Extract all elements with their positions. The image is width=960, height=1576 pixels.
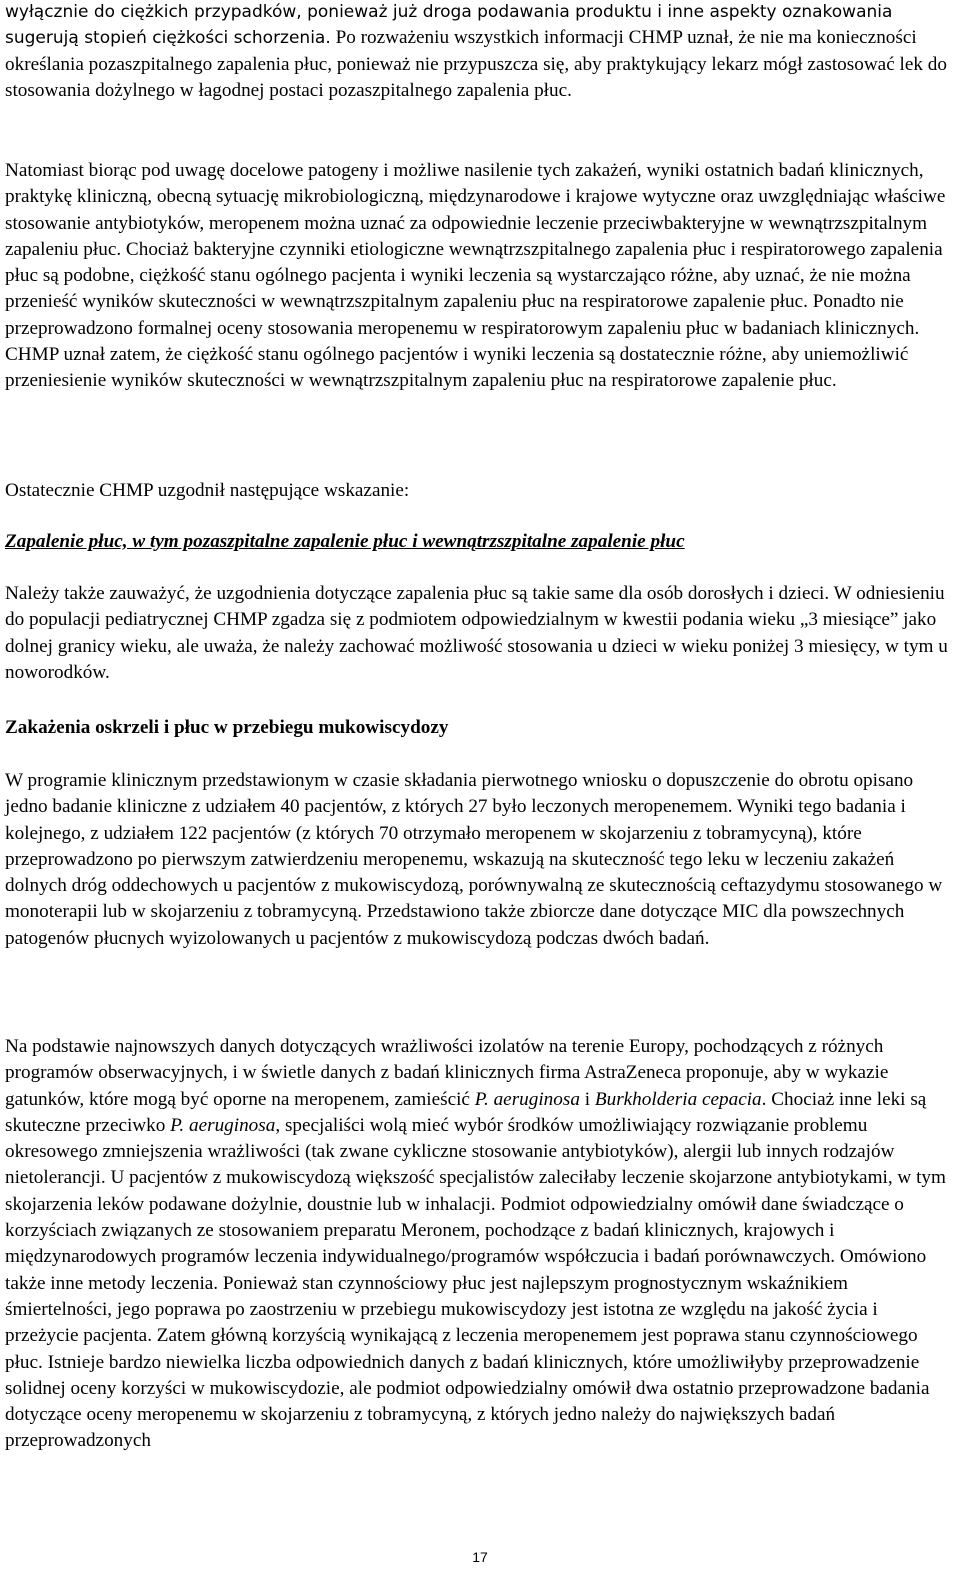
paragraph-pediatric: Należy także zauważyć, że uzgodnienia dotyczące zapalenia płuc są takie same dla osób dorosłych i dzieci. W odniesieniu do populacji pediatrycznej CHMP zgadza się z podmiotem odpowiedzialnym w kwestii podania wieku „3 miesiące” jako dolnej granicy wieku, ale uważa, że należy zachować możliwość stosowania u dzieci w wieku poniżej 3 miesięcy, w tym u noworodków. (5, 583, 948, 683)
paragraph-chmp-agreed: Ostatecznie CHMP uzgodnił następujące wskazanie: (5, 480, 410, 501)
text-part-1: Na podstawie najnowszych danych dotyczących wrażliwości izolatów na terenie Europy, pochodzących z różnych programów obserwacyjnych, i w świetle danych z badań klinicznych firma AstraZeneca proponuje, aby w wykazie gatunków, które mogą być oporne na meropenem, zamieścić (5, 1036, 889, 1110)
text-part-2: i (579, 1088, 595, 1110)
species-name-2: Burkholderia cepacia (594, 1088, 762, 1110)
paragraph-serif-part: Po rozważeniu wszystkich informacji CHMP uznał, że nie ma konieczności określania pozaszpitalnego zapalenia płuc, ponieważ nie przypuszcza się, aby praktykujący lekarz mógł zastosować lek do stosowania dożylnego w łagodnej postaci pozaszpitalnego zapalenia płuc. (5, 27, 947, 101)
text-part-3: . Chociaż inne leki są skuteczne przeciwko (5, 1088, 927, 1136)
paragraph-hap-indication: Natomiast biorąc pod uwagę docelowe patogeny i możliwe nasilenie tych zakażeń, wyniki ostatnich badań klinicznych, praktykę kliniczną, obecną sytuację mikrobiologiczną, międzynarodowe i krajowe wytyczne oraz uwzględniając właściwe stosowanie antybiotyków, meropenem można uznać za odpowiednie leczenie przeciwbakteryjne w wewnątrzszpitalnym zapaleniu płuc. Chociaż bakteryjne czynniki etiologiczne wewnątrzszpitalnego zapalenia płuc i respiratorowego zapalenia płuc są podobne, ciężkość stanu ogólnego pacjenta i wyniki leczenia są wystarczająco różne, aby uznać, że nie można przenieść wyników skuteczności w wewnątrzszpitalnym zapaleniu płuc na respiratorowe zapalenie płuc. Ponadto nie przeprowadzono formalnej oceny stosowania meropenemu w respiratorowym zapaleniu płuc w badaniach klinicznych. CHMP uznał zatem, że ciężkość stanu ogólnego pacjentów i wyniki leczenia są dostatecznie różne, aby uniemożliwić przeniesienie wyników skuteczności w wewnątrzszpitalnym zapaleniu płuc na respiratorowe zapalenie płuc. (5, 160, 946, 392)
text-part-4: , specjaliści wolą mieć wybór środków umożliwiający rozwiązanie problemu okresowego zmniejszenia wrażliwości (tak zwane cykliczne stosowanie antybiotyków), alergii lub innych rodzajów nietolerancji. U pacjentów z mukowiscydozą większość specjalistów zaleciłaby leczenie skojarzone antybiotykami, w tym skojarzenia leków podawane dożylnie, doustnie lub w inhalacji. Podmiot odpowiedzialny omówił dane świadczące o korzyściach związanych ze stosowaniem preparatu Meronem, pochodzące z badań klinicznych, krajowych i międzynarodowych programów leczenia indywidualnego/programów współczucia i badań porównawczych. Omówiono także inne metody leczenia. Ponieważ stan czynnościowy płuc jest najlepszym prognostycznym wskaźnikiem śmiertelności, jego poprawa po zaostrzeniu w przebiegu mukowiscydozy jest istotna ze względu na jakość życia i przeżycie pacjenta. Zatem główną korzyścią wynikającą z leczenia meropenemem jest poprawa stanu czynnościowego płuc. Istnieje bardzo niewielka liczba odpowiednich danych z badań klinicznych, które umożliwiłyby przeprowadzenie solidnej oceny korzyści w mukowiscydozie, ale podmiot odpowiedzialny omówił dwa ostatnio przeprowadzone badania dotyczące oceny meropenemu w skojarzeniu z tobramycyną, z których jedno należy do największych badań przeprowadzonych (5, 1114, 946, 1452)
paragraph-sans-part: wyłącznie do ciężkich przypadków, ponieważ już droga podawania produktu i inne aspekty oznakowania sugerują stopień ciężkości schorzenia. (5, 2, 893, 49)
indication-statement: Zapalenie płuc, w tym pozaszpitalne zapalenie płuc i wewnątrzszpitalne zapalenie płuc (5, 531, 685, 552)
paragraph-resistance-data (5, 1034, 955, 1455)
section-heading-cystic-fibrosis: Zakażenia oskrzeli i płuc w przebiegu mukowiscydozy (5, 717, 449, 738)
paragraph-cap-indication-rationale (5, 0, 955, 104)
paragraph-clinical-program: W programie klinicznym przedstawionym w czasie składania pierwotnego wniosku o dopuszczenie do obrotu opisano jedno badanie kliniczne z udziałem 40 pacjentów, z których 27 było leczonych meropenemem. Wyniki tego badania i kolejnego, z udziałem 122 pacjentów (z których 70 otrzymało meropenem w skojarzeniu z tobramycyną), które przeprowadzono po pierwszym zatwierdzeniu meropenemu, wskazują na skuteczność tego leku w leczeniu zakażeń dolnych dróg oddechowych u pacjentów z mukowiscydozą, porównywalną ze skutecznością ceftazydymu stosowanego w monoterapii lub w skojarzeniu z tobramycyną. Przedstawiono także zbiorcze dane dotyczące MIC dla powszechnych patogenów płucnych wyizolowanych u pacjentów z mukowiscydozą podczas dwóch badań. (5, 770, 943, 949)
page-number: 17 (472, 1549, 488, 1565)
species-name-1: P. aeruginosa (474, 1088, 580, 1110)
species-name-3: P. aeruginosa (170, 1114, 276, 1136)
